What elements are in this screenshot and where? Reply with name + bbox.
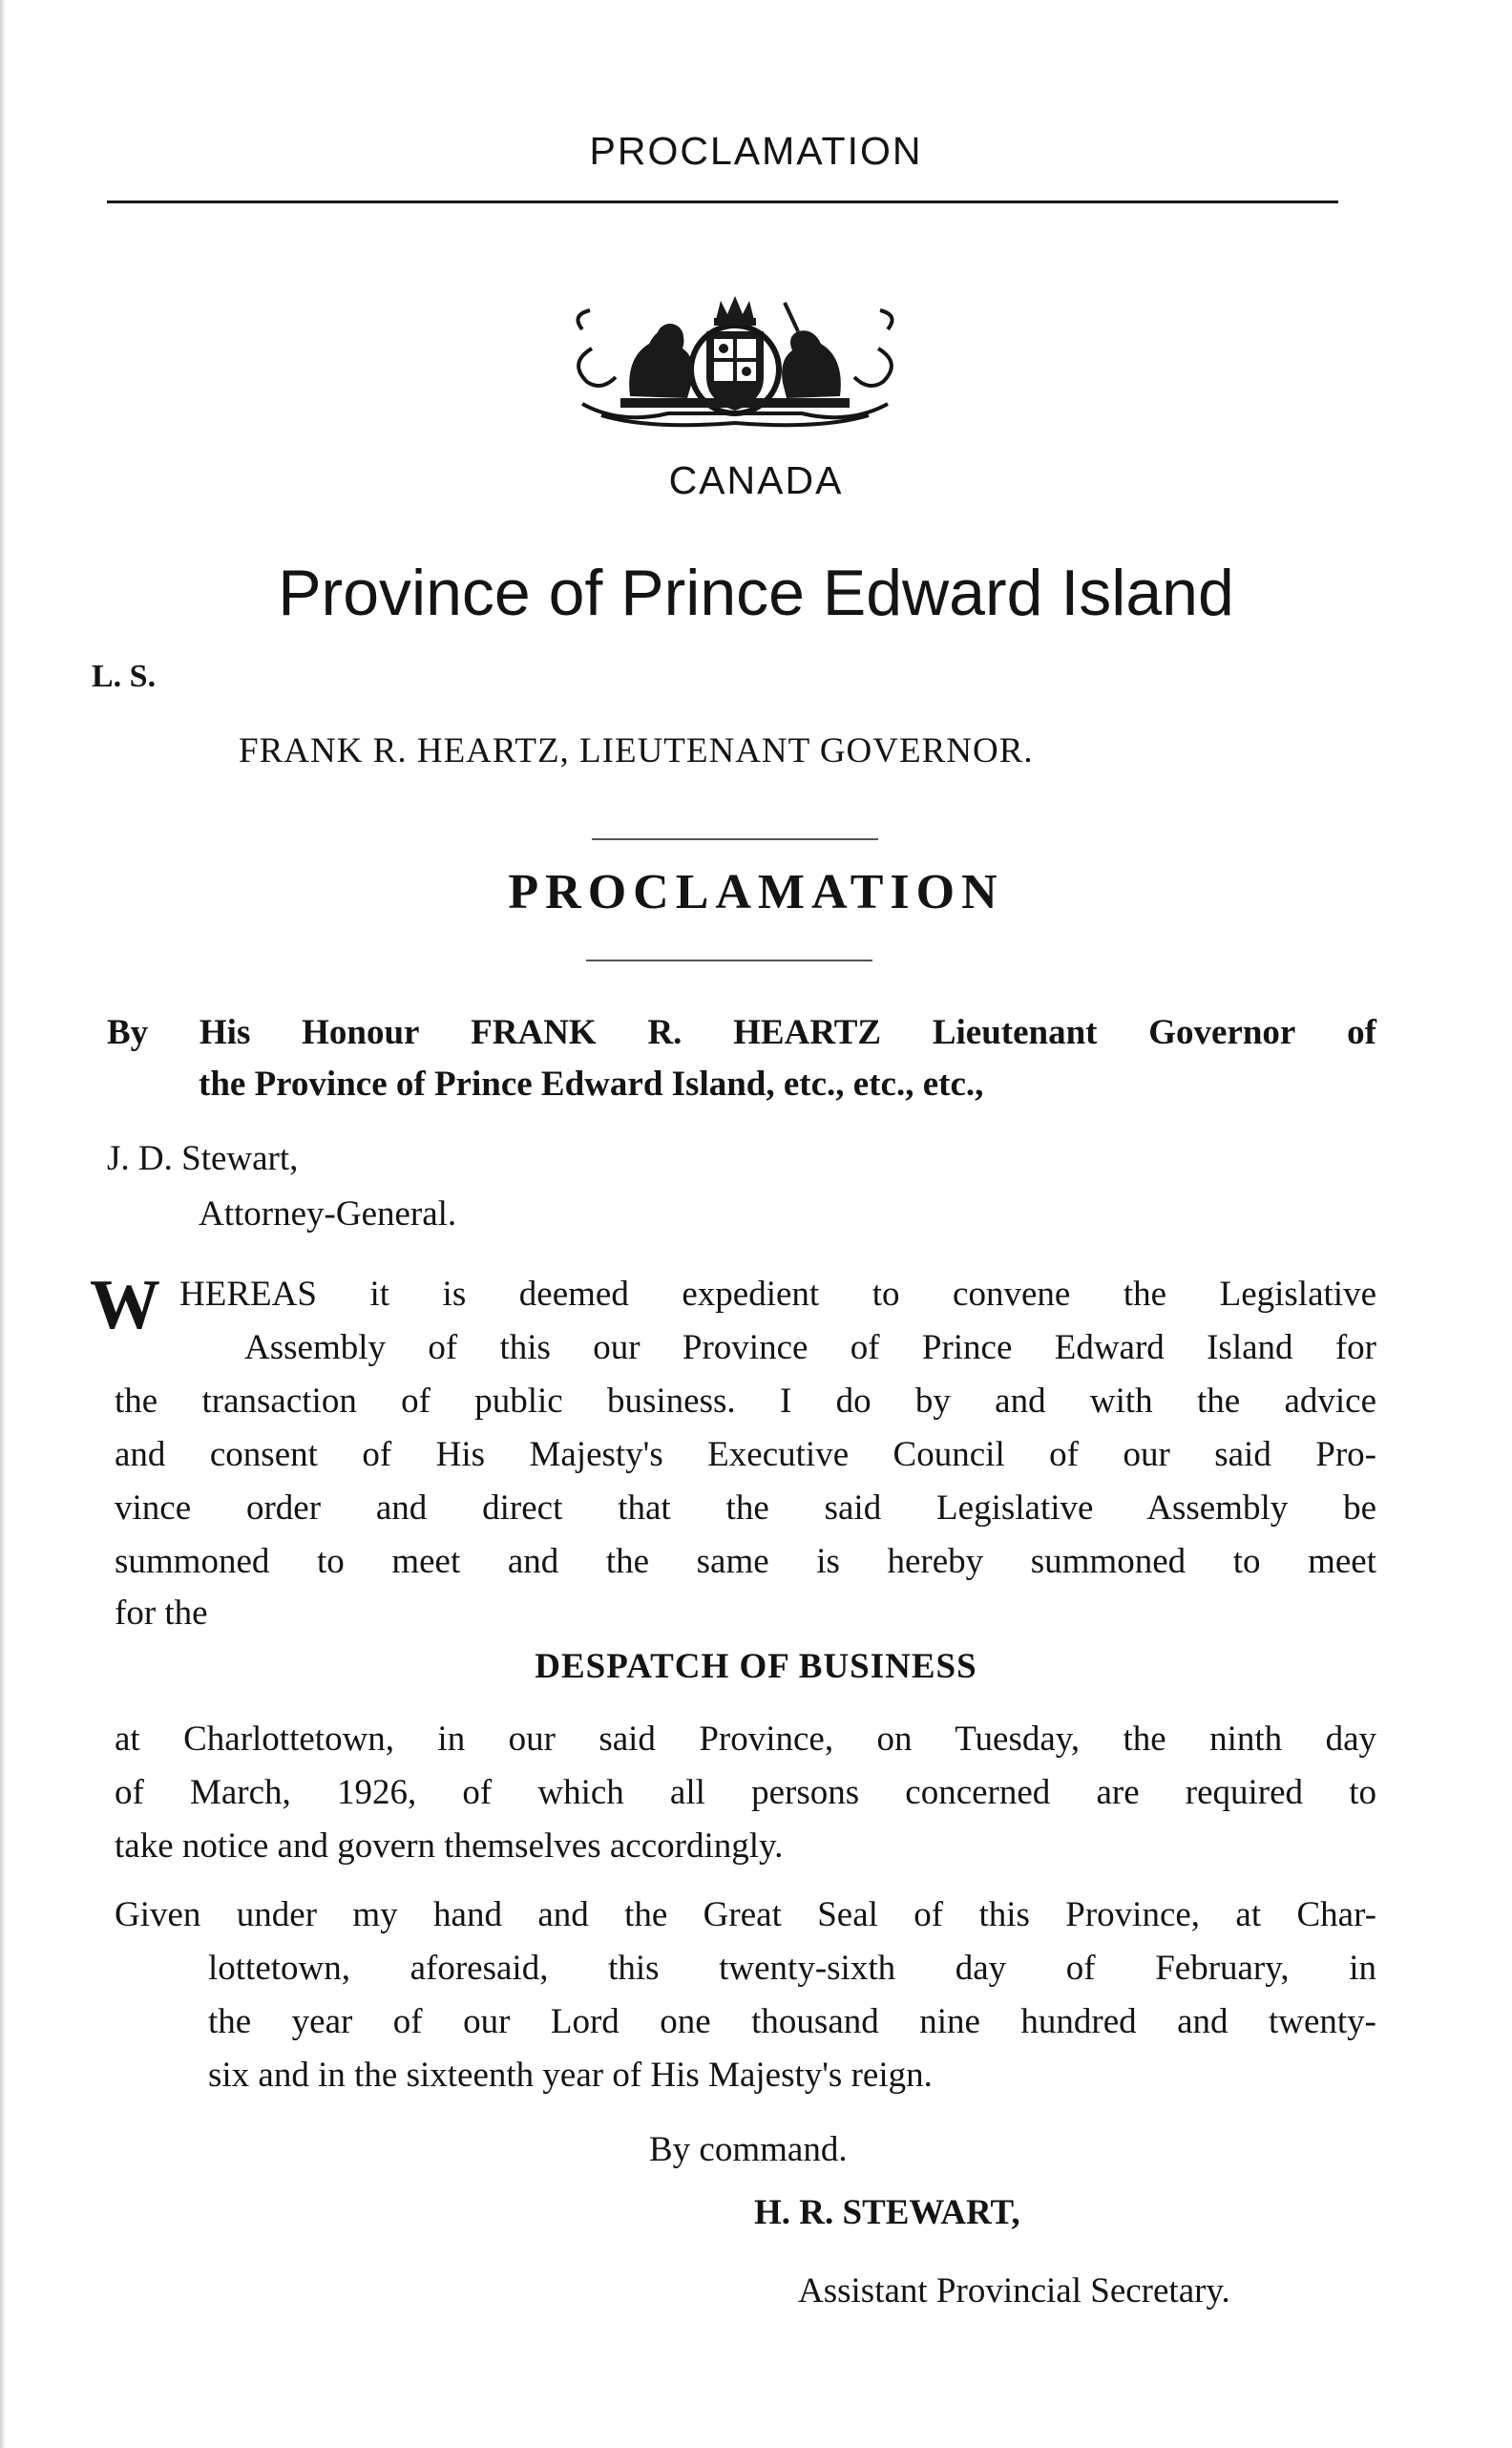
word: By — [107, 1013, 149, 1052]
whereas-line: HEREAS it is deemed expedient to convene the Legislative — [179, 1275, 1376, 1314]
attorney-name: J. D. Stewart, — [107, 1139, 299, 1178]
given-line: lottetown, aforesaid, this twenty-sixth day of February, in — [208, 1949, 1376, 1988]
signatory-name: H. R. STEWART, — [754, 2193, 1020, 2232]
royal-coat-of-arms-icon — [563, 291, 907, 430]
whereas-line: Assembly of this our Province of Prince Edward Island for — [244, 1328, 1376, 1367]
attorney-title: Attorney-General. — [199, 1194, 457, 1234]
signatory-title: Assistant Provincial Secretary. — [798, 2271, 1230, 2311]
charlottetown-line: of March, 1926, of which all persons concerned are required to — [115, 1773, 1376, 1812]
page-header-title: PROCLAMATION — [589, 129, 923, 173]
whereas-line: the transaction of public business. I do by and with the advice — [115, 1382, 1376, 1421]
heading-rule-bottom — [586, 960, 872, 961]
by-honour-line-2: the Province of Prince Edward Island, etc., etc., etc., — [199, 1065, 984, 1104]
country-name: CANADA — [668, 458, 844, 502]
word: of — [1347, 1013, 1376, 1052]
given-line: the year of our Lord one thousand nine hundred and twenty- — [208, 2002, 1376, 2041]
whereas-line: vince order and direct that the said Legislative Assembly be — [115, 1488, 1376, 1528]
whereas-line: and consent of His Majesty's Executive Council of our said Pro- — [115, 1435, 1376, 1474]
given-line: six and in the sixteenth year of His Majesty's reign. — [208, 2056, 933, 2095]
province-title: Province of Prince Edward Island — [278, 557, 1234, 629]
word: Lieutenant — [932, 1013, 1098, 1052]
whereas-line: summoned to meet and the same is hereby summoned to meet — [115, 1542, 1376, 1581]
charlottetown-line: take notice and govern themselves accordingly. — [115, 1826, 784, 1866]
seal-mark: L. S. — [92, 659, 157, 694]
word: His — [199, 1013, 251, 1052]
word: FRANK — [471, 1013, 597, 1052]
whereas-line: for the — [115, 1593, 208, 1633]
proclamation-heading: PROCLAMATION — [508, 865, 1004, 919]
despatch-heading: DESPATCH OF BUSINESS — [535, 1647, 977, 1686]
header-rule — [107, 200, 1338, 203]
charlottetown-line: at Charlottetown, in our said Province, on Tuesday, the ninth day — [115, 1720, 1376, 1759]
governor-line: FRANK R. HEARTZ, LIEUTENANT GOVERNOR. — [239, 731, 1034, 770]
given-line: Given under my hand and the Great Seal of this Province, at Char- — [115, 1895, 1376, 1934]
by-honour-line-1 — [107, 1012, 1376, 1053]
word: Honour — [302, 1013, 420, 1052]
word: HEARTZ — [733, 1013, 882, 1052]
by-command: By command. — [649, 2130, 848, 2169]
word: Governor — [1148, 1013, 1296, 1052]
drop-cap: W — [90, 1266, 160, 1344]
heading-rule-top — [592, 838, 878, 840]
page-edge-shadow — [0, 0, 6, 2448]
word: R. — [647, 1013, 682, 1052]
